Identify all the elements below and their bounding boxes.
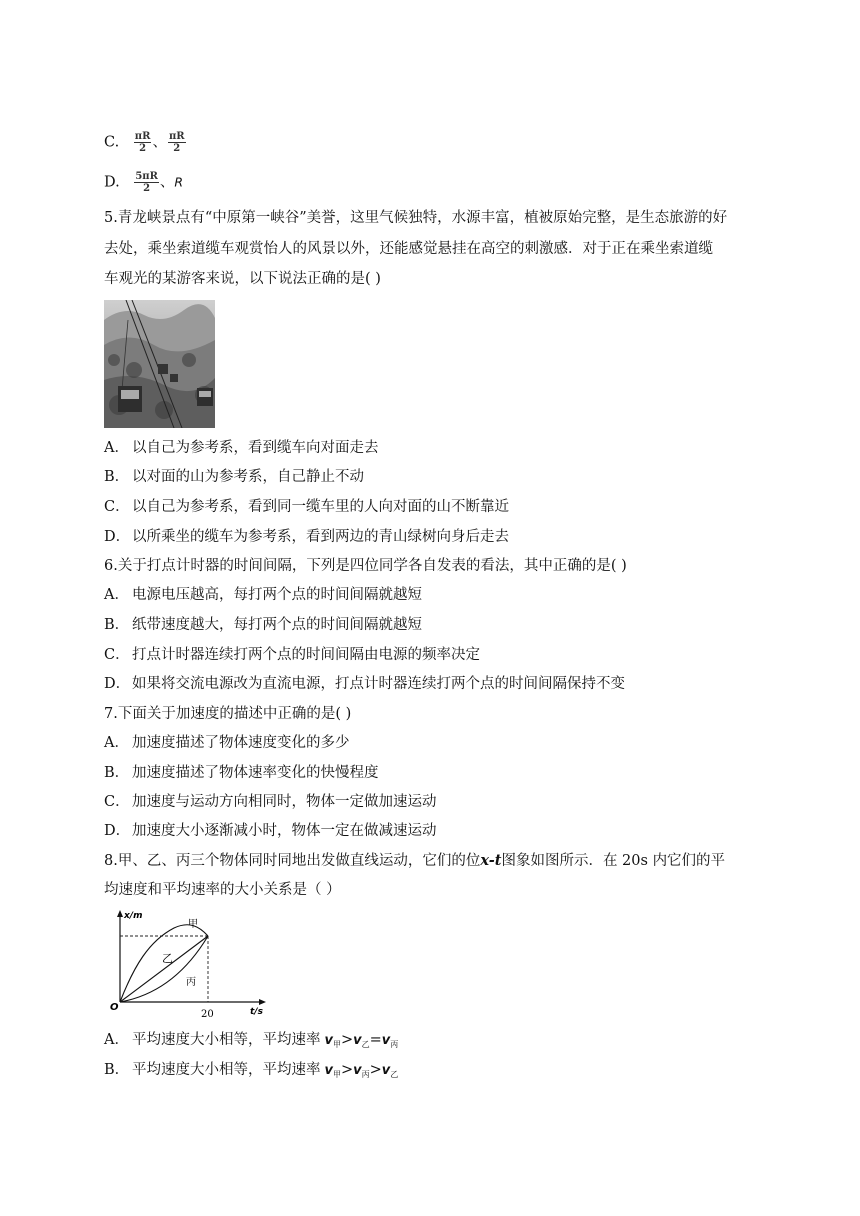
option-letter: B． <box>104 765 130 781</box>
option-text: 电源电压越高，每打两个点的时间间隔就越短 <box>132 587 422 603</box>
option-text: 加速度描述了物体速率变化的快慢程度 <box>132 765 379 781</box>
option-letter: A． <box>104 440 129 456</box>
option-text: 以对面的山为参考系，自己静止不动 <box>132 469 364 485</box>
q8-option-b: B． 平均速度大小相等，平均速率 $v_甲>v_丙>v_乙$ <box>104 1062 399 1079</box>
label-jia: 甲 <box>188 919 198 930</box>
option-letter: C． <box>104 647 130 663</box>
x-tick-20: 20 <box>201 1009 214 1020</box>
q7-option-a <box>104 733 350 753</box>
q5-option-d <box>104 527 509 547</box>
option-letter: B． <box>104 617 130 633</box>
q5-stem-line-2: 去处，乘坐索道缆车观赏怡人的风景以外，还能感觉悬挂在高空的刺激感．对于正在乘坐索道缆 <box>104 241 713 257</box>
q7-option-d <box>104 821 437 841</box>
q4-option-c <box>104 131 187 154</box>
cable-car-photo <box>104 300 215 428</box>
variable-xt: x-t <box>480 852 502 869</box>
separator: 、 <box>159 174 175 191</box>
option-text: 以自己为参考系，看到缆车向对面走去 <box>132 440 379 456</box>
option-letter: A． <box>104 735 129 751</box>
fraction: $\frac{\pi R}{2}$ <box>168 131 185 154</box>
q6-option-a <box>104 585 422 605</box>
option-text: 打点计时器连续打两个点的时间间隔由电源的频率决定 <box>132 647 480 663</box>
option-text: 以所乘坐的缆车为参考系，看到两边的青山绿树向身后走去 <box>132 529 509 545</box>
variable-r: R <box>174 174 184 190</box>
option-letter: A． <box>104 1032 129 1048</box>
fraction: $\frac{\pi R}{2}$ <box>134 131 151 154</box>
option-letter: B． <box>104 1062 130 1078</box>
option-letter: B． <box>104 469 130 485</box>
fraction: $\frac{5\pi R}{2}$ <box>135 171 158 194</box>
q5-stem-line-1: 5.青龙峡景点有“中原第一峡谷”美誉，这里气候独特，水源丰富，植被原始完整，是生态旅游的好 <box>104 210 728 226</box>
option-letter: D． <box>104 823 131 839</box>
option-letter: C. <box>104 134 120 151</box>
q7-stem: 7.下面关于加速度的描述中正确的是( ) <box>104 706 352 722</box>
label-yi: 乙 <box>162 952 173 965</box>
option-letter: A． <box>104 587 129 603</box>
option-letter: C． <box>104 794 130 810</box>
option-text: 加速度与运动方向相同时，物体一定做加速运动 <box>132 794 437 810</box>
q7-option-b <box>104 763 379 783</box>
q4-option-d <box>104 171 183 194</box>
q6-option-c <box>104 645 480 665</box>
option-text: 加速度描述了物体速度变化的多少 <box>132 735 350 751</box>
option-text: 如果将交流电源改为直流电源，打点计时器连续打两个点的时间间隔保持不变 <box>132 676 625 692</box>
option-letter: D． <box>104 676 131 692</box>
label-bing: 丙 <box>186 977 196 988</box>
q7-option-c <box>104 792 437 812</box>
separator: 、 <box>152 134 167 151</box>
q6-option-b <box>104 615 422 635</box>
q5-stem-line-3: 车观光的某游客来说，以下说法正确的是( ) <box>104 271 381 287</box>
y-axis-label: x/m <box>124 911 143 921</box>
q8-stem-line-2: 均速度和平均速率的大小关系是（ ） <box>104 882 341 898</box>
q6-option-d <box>104 674 625 694</box>
q5-option-b <box>104 467 364 487</box>
option-letter: D． <box>104 529 131 545</box>
x-axis-label: t/s <box>250 1007 263 1017</box>
q8-stem-line-1: 8.甲、乙、丙三个物体同时同地出发做直线运动，它们的位x-t图象如图所示．在 20s 内它们的平 <box>104 852 726 869</box>
option-letter: C． <box>104 499 130 515</box>
option-text: 以自己为参考系，看到同一缆车里的人向对面的山不断靠近 <box>132 499 509 515</box>
q5-option-a <box>104 438 379 458</box>
option-text: 纸带速度越大，每打两个点的时间间隔就越短 <box>132 617 422 633</box>
option-text: 加速度大小逐渐减小时，物体一定在做减速运动 <box>132 823 437 839</box>
option-letter: D. <box>104 174 120 191</box>
xt-graph <box>104 906 272 1020</box>
origin-label: O <box>110 1002 119 1013</box>
q6-stem: 6.关于打点计时器的时间间隔，下列是四位同学各自发表的看法，其中正确的是( ) <box>104 558 627 574</box>
q5-option-c <box>104 497 509 517</box>
q8-option-a: A． 平均速度大小相等，平均速率 $v_甲>v_乙=v_丙$ <box>104 1032 399 1049</box>
